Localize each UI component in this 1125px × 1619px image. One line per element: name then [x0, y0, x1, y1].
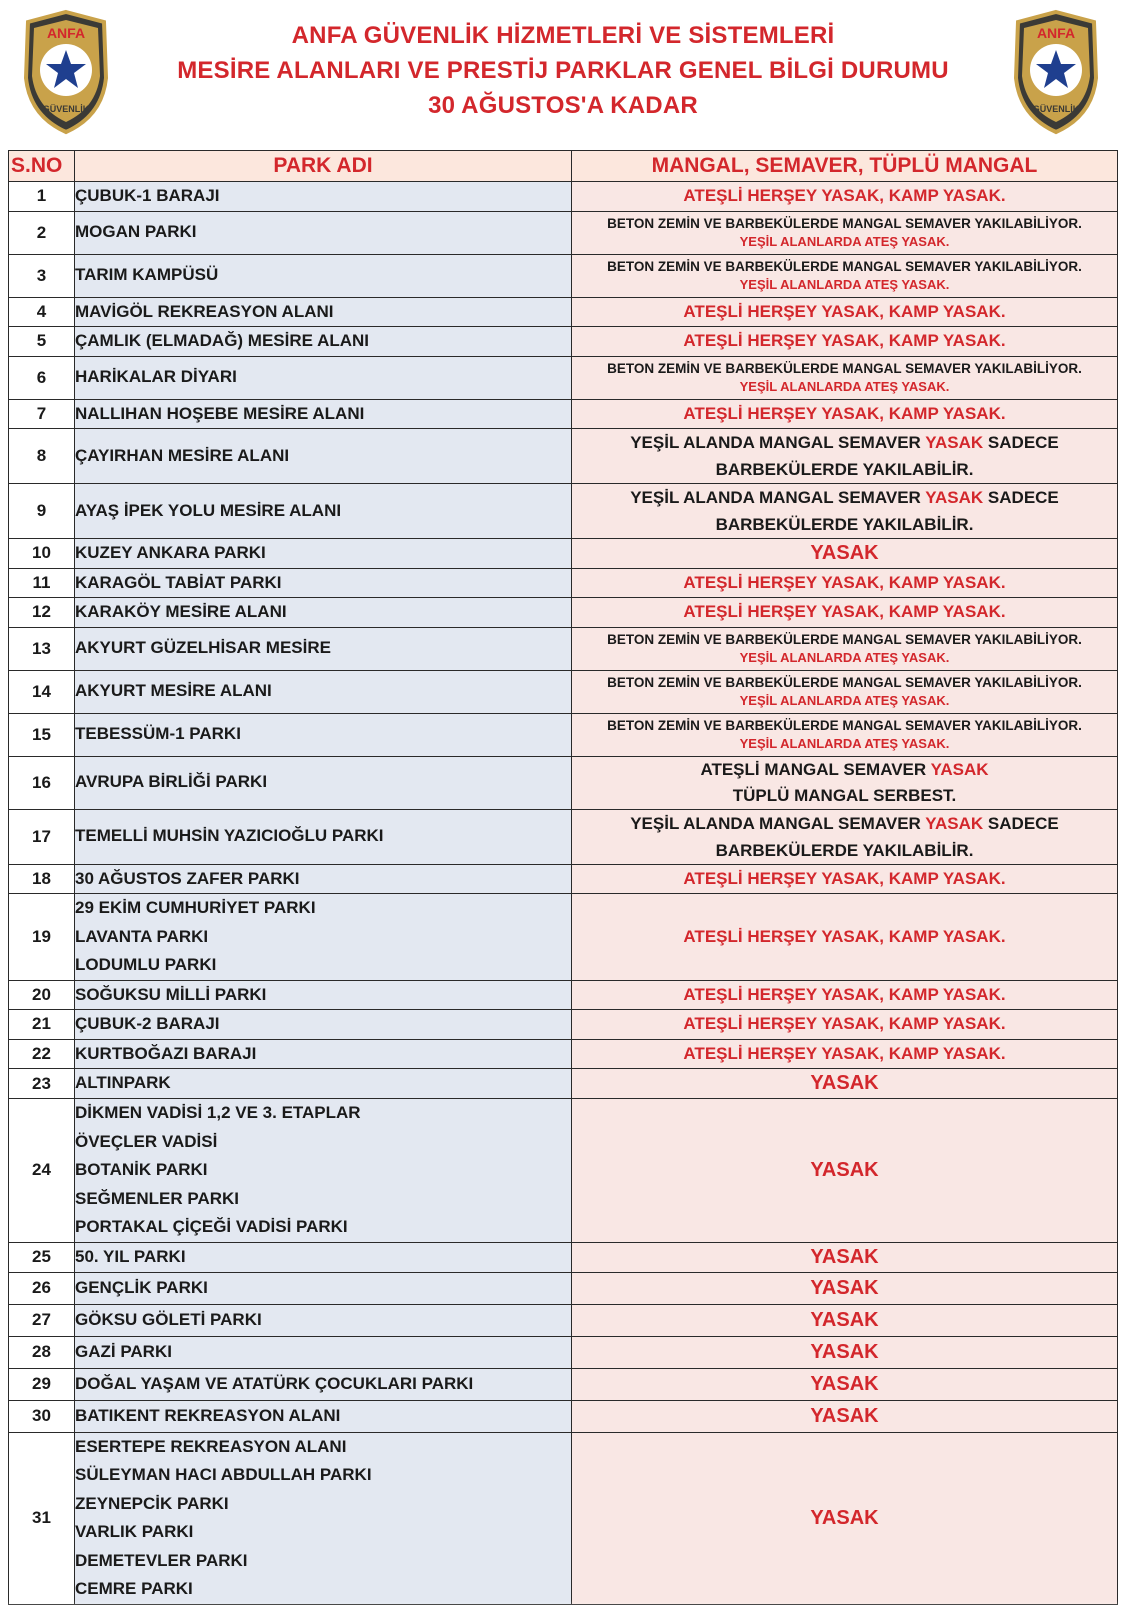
rule-cell: [572, 484, 1118, 539]
park-name: KURTBOĞAZI BARAJI: [75, 1043, 257, 1063]
table-row: [9, 713, 1118, 756]
table-row: [9, 864, 1118, 894]
rule-cell: [572, 182, 1118, 212]
park-name-cell: [75, 568, 572, 598]
table-row: [9, 894, 1118, 981]
park-name: VARLIK PARKI: [75, 1522, 194, 1541]
rule-line: BARBEKÜLERDE YAKILABİLİR.: [715, 515, 974, 534]
title-line-3: 30 AĞUSTOS'A KADAR: [428, 92, 698, 119]
rule-cell: [572, 980, 1118, 1010]
rule-cell: [572, 1242, 1118, 1272]
row-number: 27: [9, 1304, 75, 1336]
svg-text:GÜVENLİK: GÜVENLİK: [1032, 104, 1080, 114]
rule-line: BARBEKÜLERDE YAKILABİLİR.: [715, 840, 974, 860]
park-name: ÇUBUK-1 BARAJI: [75, 186, 220, 205]
park-name-cell: [75, 894, 572, 981]
rule-subtext: YEŞİL ALANLARDA ATEŞ YASAK.: [739, 277, 950, 292]
rule-cell: [572, 356, 1118, 399]
table-row: [9, 1336, 1118, 1368]
row-number: 26: [9, 1272, 75, 1304]
park-name: SEĞMENLER PARKI: [75, 1188, 240, 1208]
rule-cell: [572, 1432, 1118, 1604]
park-name: CEMRE PARKI: [75, 1579, 193, 1598]
rule-text: YASAK: [810, 1245, 879, 1268]
rule-text: ATEŞLİ HERŞEY YASAK, KAMP YASAK.: [683, 331, 1006, 351]
row-number: 31: [9, 1432, 75, 1604]
rule-line: [572, 757, 1117, 783]
row-number: 22: [9, 1039, 75, 1069]
park-name-cell: [75, 1099, 572, 1243]
rule-cell: [572, 1010, 1118, 1040]
park-name: DİKMEN VADİSİ 1,2 VE 3. ETAPLAR: [75, 1103, 361, 1122]
column-header-rule: MANGAL, SEMAVER, TÜPLÜ MANGAL: [572, 151, 1118, 182]
park-name: ÖVEÇLER VADİSİ: [75, 1131, 218, 1151]
svg-text:ANFA: ANFA: [1036, 25, 1076, 41]
rule-line: BARBEKÜLERDE YAKILABİLİR.: [715, 460, 974, 479]
title-block: [128, 18, 998, 123]
rule-subtext: YEŞİL ALANLARDA ATEŞ YASAK.: [739, 379, 950, 394]
park-name-cell: [75, 1242, 572, 1272]
park-name-cell: [75, 1368, 572, 1400]
rule-cell: [572, 670, 1118, 713]
park-name: ÇAMLIK (ELMADAĞ) MESİRE ALANI: [75, 331, 370, 350]
table-row: [9, 1099, 1118, 1243]
rule-text-block: [572, 673, 1117, 710]
table-row: [9, 1368, 1118, 1400]
row-number: 20: [9, 980, 75, 1010]
rule-subtext: YEŞİL ALANLARDA ATEŞ YASAK.: [739, 693, 950, 708]
park-name-cell: [75, 1010, 572, 1040]
park-name: AVRUPA BİRLİĞİ PARKI: [75, 772, 268, 792]
rule-text-block: [572, 214, 1117, 251]
park-name-cell: [75, 864, 572, 894]
rule-line: [572, 429, 1117, 456]
rule-text: BETON ZEMİN VE BARBEKÜLERDE MANGAL SEMAVER YAKILABİLİYOR.: [607, 632, 1082, 647]
rule-text: SADECE: [987, 488, 1059, 507]
rule-cell: [572, 399, 1118, 429]
rule-line: [572, 484, 1117, 511]
park-name-cell: [75, 670, 572, 713]
row-number: 14: [9, 670, 75, 713]
rule-subtext: YEŞİL ALANLARDA ATEŞ YASAK.: [739, 234, 950, 249]
rule-cell: [572, 598, 1118, 628]
rule-text: YASAK: [810, 1072, 879, 1094]
park-name-cell: [75, 211, 572, 254]
table-row: [9, 399, 1118, 429]
rule-cell: [572, 894, 1118, 981]
rule-text-block: [572, 257, 1117, 294]
rule-text: ATEŞLİ HERŞEY YASAK, KAMP YASAK.: [683, 1043, 1006, 1063]
rule-text: YASAK: [810, 1372, 879, 1395]
rule-text: ATEŞLİ HERŞEY YASAK, KAMP YASAK.: [683, 602, 1006, 622]
rule-text: ATEŞLİ HERŞEY YASAK, KAMP YASAK.: [683, 1014, 1006, 1034]
park-name: SÜLEYMAN HACI ABDULLAH PARKI: [75, 1465, 372, 1484]
row-number: 10: [9, 539, 75, 569]
rule-text: ATEŞLİ HERŞEY YASAK, KAMP YASAK.: [683, 186, 1006, 206]
park-name: NALLIHAN HOŞEBE MESİRE ALANI: [75, 403, 365, 423]
rule-text-block: [572, 359, 1117, 396]
park-name: 29 EKİM CUMHURİYET PARKI: [75, 898, 316, 917]
park-name: AYAŞ İPEK YOLU MESİRE ALANI: [75, 500, 342, 520]
rule-cell: [572, 1272, 1118, 1304]
row-number: 7: [9, 399, 75, 429]
park-name-cell: [75, 756, 572, 809]
park-name-cell: [75, 598, 572, 628]
park-name-cell: [75, 1304, 572, 1336]
anfa-shield-logo: [1008, 8, 1104, 136]
rule-subtext: YEŞİL ALANLARDA ATEŞ YASAK.: [739, 650, 950, 665]
rule-text: YASAK: [810, 1340, 879, 1363]
rule-cell: [572, 809, 1118, 864]
park-name: ESERTEPE REKREASYON ALANI: [75, 1436, 347, 1456]
park-name: GENÇLİK PARKI: [75, 1277, 208, 1297]
rule-text: ATEŞLİ HERŞEY YASAK, KAMP YASAK.: [683, 984, 1006, 1004]
park-name: LAVANTA PARKI: [75, 926, 209, 946]
rule-text: YEŞİL ALANDA MANGAL SEMAVER: [630, 813, 921, 833]
rule-text: YASAK: [810, 1308, 879, 1331]
table-row: [9, 598, 1118, 628]
park-name-cell: [75, 1400, 572, 1432]
park-name: MAVİGÖL REKREASYON ALANI: [75, 301, 334, 321]
park-name: 30 AĞUSTOS ZAFER PARKI: [75, 868, 300, 888]
park-name: ALTINPARK: [75, 1073, 171, 1093]
title-line-2: MESİRE ALANLARI VE PRESTİJ PARKLAR GENEL BİLGİ DURUMU: [177, 57, 949, 84]
rule-text-block: [572, 757, 1117, 809]
park-name-cell: [75, 713, 572, 756]
rule-text: BETON ZEMİN VE BARBEKÜLERDE MANGAL SEMAVER YAKILABİLİYOR.: [607, 675, 1082, 690]
rule-cell: [572, 1400, 1118, 1432]
park-name-cell: [75, 327, 572, 357]
row-number: 13: [9, 627, 75, 670]
parks-table: [8, 150, 1118, 1605]
table-row: [9, 484, 1118, 539]
table-row: [9, 211, 1118, 254]
rule-line: [572, 810, 1117, 837]
rule-text: ATEŞLİ MANGAL SEMAVER: [700, 759, 927, 779]
rule-text: ATEŞLİ HERŞEY YASAK, KAMP YASAK.: [683, 868, 1006, 888]
rule-text: SADECE: [987, 813, 1059, 833]
row-number: 3: [9, 254, 75, 297]
rule-cell: [572, 254, 1118, 297]
table-row: [9, 429, 1118, 484]
rule-cell: [572, 297, 1118, 327]
rule-cell: [572, 1304, 1118, 1336]
table-row: [9, 980, 1118, 1010]
rule-cell: [572, 1336, 1118, 1368]
table-row: [9, 1039, 1118, 1069]
row-number: 18: [9, 864, 75, 894]
column-header-no: S.NO: [9, 151, 75, 182]
rule-text-block: [572, 630, 1117, 667]
svg-text:GÜVENLİK: GÜVENLİK: [42, 104, 90, 114]
rule-text: BETON ZEMİN VE BARBEKÜLERDE MANGAL SEMAVER YAKILABİLİYOR.: [607, 718, 1082, 733]
park-name: GÖKSU GÖLETİ PARKI: [75, 1309, 262, 1329]
row-number: 4: [9, 297, 75, 327]
park-name: HARİKALAR DİYARI: [75, 367, 237, 387]
park-name: TEMELLİ MUHSİN YAZICIOĞLU PARKI: [75, 826, 384, 846]
rule-cell: [572, 756, 1118, 809]
row-number: 8: [9, 429, 75, 484]
park-name: GAZİ PARKI: [75, 1341, 172, 1361]
anfa-shield-logo: [18, 8, 114, 136]
rule-cell: [572, 1368, 1118, 1400]
rule-text: YASAK: [810, 1276, 879, 1299]
rule-highlight: YASAK: [925, 813, 984, 833]
rule-cell: [572, 1069, 1118, 1099]
park-name-cell: [75, 484, 572, 539]
row-number: 17: [9, 809, 75, 864]
park-name-cell: [75, 1336, 572, 1368]
rule-text-block: [572, 429, 1117, 483]
table-row: [9, 327, 1118, 357]
rule-text: ATEŞLİ HERŞEY YASAK, KAMP YASAK.: [683, 572, 1006, 592]
rule-text: ATEŞLİ HERŞEY YASAK, KAMP YASAK.: [683, 403, 1006, 423]
park-name-cell: [75, 182, 572, 212]
rule-highlight: YASAK: [930, 759, 989, 779]
table-row: [9, 627, 1118, 670]
rule-text: SADECE: [987, 433, 1059, 452]
rule-text: YEŞİL ALANDA MANGAL SEMAVER: [630, 433, 921, 452]
row-number: 29: [9, 1368, 75, 1400]
park-name-cell: [75, 356, 572, 399]
row-number: 9: [9, 484, 75, 539]
park-name: DOĞAL YAŞAM VE ATATÜRK ÇOCUKLARI PARKI: [75, 1373, 474, 1393]
park-name: 50. YIL PARKI: [75, 1246, 186, 1266]
table-row: [9, 1400, 1118, 1432]
table-row: [9, 756, 1118, 809]
rule-text: BETON ZEMİN VE BARBEKÜLERDE MANGAL SEMAVER YAKILABİLİYOR.: [607, 216, 1082, 231]
rule-line: TÜPLÜ MANGAL SERBEST.: [732, 785, 957, 805]
park-name-cell: [75, 627, 572, 670]
park-name: TEBESSÜM-1 PARKI: [75, 724, 241, 744]
table-row: [9, 1432, 1118, 1604]
svg-text:ANFA: ANFA: [46, 25, 86, 41]
table-row: [9, 1242, 1118, 1272]
row-number: 24: [9, 1099, 75, 1243]
rule-cell: [572, 627, 1118, 670]
row-number: 19: [9, 894, 75, 981]
table-row: [9, 670, 1118, 713]
table-row: [9, 182, 1118, 212]
rule-cell: [572, 568, 1118, 598]
rule-text-block: [572, 716, 1117, 753]
table-row: [9, 1272, 1118, 1304]
park-name: ÇUBUK-2 BARAJI: [75, 1014, 220, 1033]
park-name-cell: [75, 1069, 572, 1099]
column-header-name: PARK ADI: [75, 151, 572, 182]
park-name-cell: [75, 1272, 572, 1304]
rule-cell: [572, 1039, 1118, 1069]
park-name-cell: [75, 399, 572, 429]
row-number: 2: [9, 211, 75, 254]
rule-text: YASAK: [810, 1404, 879, 1427]
park-name-cell: [75, 254, 572, 297]
table-row: [9, 568, 1118, 598]
rule-text: ATEŞLİ HERŞEY YASAK, KAMP YASAK.: [683, 301, 1006, 321]
document-header: [8, 0, 1115, 145]
park-name: MOGAN PARKI: [75, 222, 197, 242]
park-name-cell: [75, 1039, 572, 1069]
row-number: 30: [9, 1400, 75, 1432]
rule-text: YEŞİL ALANDA MANGAL SEMAVER: [630, 488, 921, 507]
park-name: AKYURT MESİRE ALANI: [75, 681, 272, 701]
row-number: 1: [9, 182, 75, 212]
park-name-cell: [75, 809, 572, 864]
table-header-row: [9, 151, 1118, 182]
park-name: ÇAYIRHAN MESİRE ALANI: [75, 445, 290, 465]
table-row: [9, 1069, 1118, 1099]
row-number: 11: [9, 568, 75, 598]
rule-cell: [572, 1099, 1118, 1243]
rule-text: BETON ZEMİN VE BARBEKÜLERDE MANGAL SEMAVER YAKILABİLİYOR.: [607, 361, 1082, 376]
table-row: [9, 356, 1118, 399]
row-number: 15: [9, 713, 75, 756]
park-name-cell: [75, 1432, 572, 1604]
row-number: 25: [9, 1242, 75, 1272]
park-name: TARIM KAMPÜSÜ: [75, 265, 219, 285]
rule-text: YASAK: [810, 1506, 879, 1529]
table-row: [9, 809, 1118, 864]
park-name-cell: [75, 297, 572, 327]
table-row: [9, 1010, 1118, 1040]
rule-cell: [572, 539, 1118, 569]
park-name: KUZEY ANKARA PARKI: [75, 543, 266, 562]
rule-cell: [572, 327, 1118, 357]
table-row: [9, 539, 1118, 569]
row-number: 28: [9, 1336, 75, 1368]
row-number: 12: [9, 598, 75, 628]
rule-highlight: YASAK: [925, 433, 984, 452]
park-name-cell: [75, 429, 572, 484]
park-name: LODUMLU PARKI: [75, 955, 217, 974]
park-name-cell: [75, 539, 572, 569]
table-row: [9, 254, 1118, 297]
rule-cell: [572, 864, 1118, 894]
park-name: ZEYNEPCİK PARKI: [75, 1493, 229, 1513]
rule-text-block: [572, 810, 1117, 864]
bottom-edge: [0, 1600, 1125, 1619]
park-name: DEMETEVLER PARKI: [75, 1550, 248, 1570]
rule-text: YASAK: [810, 541, 879, 564]
table-row: [9, 1304, 1118, 1336]
row-number: 21: [9, 1010, 75, 1040]
park-name: AKYURT GÜZELHİSAR MESİRE: [75, 638, 331, 658]
row-number: 23: [9, 1069, 75, 1099]
park-name: BOTANİK PARKI: [75, 1160, 208, 1179]
rule-subtext: YEŞİL ALANLARDA ATEŞ YASAK.: [739, 736, 950, 751]
row-number: 16: [9, 756, 75, 809]
park-name: BATIKENT REKREASYON ALANI: [75, 1405, 341, 1425]
rule-text: BETON ZEMİN VE BARBEKÜLERDE MANGAL SEMAVER YAKILABİLİYOR.: [607, 259, 1082, 274]
park-name: KARAKÖY MESİRE ALANI: [75, 602, 287, 621]
row-number: 5: [9, 327, 75, 357]
park-name-cell: [75, 980, 572, 1010]
rule-cell: [572, 211, 1118, 254]
park-name: PORTAKAL ÇİÇEĞİ VADİSİ PARKI: [75, 1217, 348, 1236]
table-row: [9, 297, 1118, 327]
row-number: 6: [9, 356, 75, 399]
rule-text-block: [572, 484, 1117, 538]
rule-text: ATEŞLİ HERŞEY YASAK, KAMP YASAK.: [683, 926, 1006, 946]
park-name: SOĞUKSU MİLLİ PARKI: [75, 984, 267, 1004]
rule-cell: [572, 429, 1118, 484]
rule-text: YASAK: [810, 1158, 879, 1181]
rule-highlight: YASAK: [925, 488, 984, 507]
rule-cell: [572, 713, 1118, 756]
title-line-1: ANFA GÜVENLİK HİZMETLERİ VE SİSTEMLERİ: [291, 22, 835, 49]
park-name: KARAGÖL TABİAT PARKI: [75, 572, 282, 592]
